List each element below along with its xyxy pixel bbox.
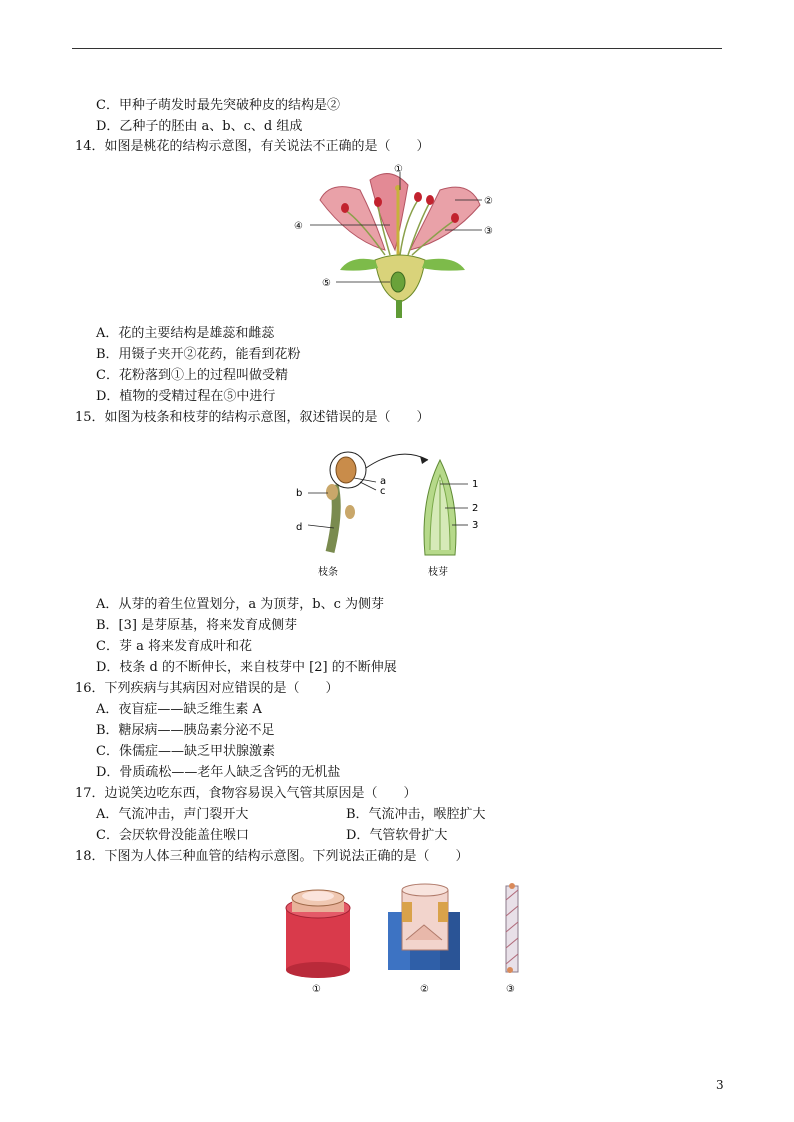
q15-option-a: A．从芽的着生位置划分，a 为顶芽，b、c 为侧芽 (96, 597, 385, 612)
q14-stem: 14．如图是桃花的结构示意图，有关说法不正确的是（ ） (75, 139, 430, 154)
q16-option-a: A．夜盲症——缺乏维生素 A (96, 702, 262, 717)
blood-vessels-figure (280, 880, 530, 995)
header-rule (72, 48, 722, 49)
page-number: 3 (716, 1078, 724, 1092)
q14-option-b: B．用镊子夹开②花药，能看到花粉 (96, 347, 301, 362)
vessel-label-2: ② (420, 984, 429, 995)
branch-and-bud-figure (290, 440, 490, 580)
branch-label-d: d (296, 522, 303, 533)
q17-stem: 17．边说笑边吃东西，食物容易误入气管其原因是（ ） (75, 786, 417, 801)
label-circle-4: ④ (294, 221, 303, 232)
branch-caption: 枝条 (318, 567, 338, 578)
q16-option-c: C．侏儒症——缺乏甲状腺激素 (96, 744, 275, 759)
branch-label-b: b (296, 488, 303, 499)
vessel-label-1: ① (312, 984, 321, 995)
q14-option-a: A．花的主要结构是雄蕊和雌蕊 (96, 326, 275, 341)
q18-stem: 18．下图为人体三种血管的结构示意图。下列说法正确的是（ ） (75, 849, 469, 864)
label-circle-5: ⑤ (322, 278, 331, 289)
branch-label-c: c (380, 486, 386, 497)
q15-option-d: D．枝条 d 的不断伸长，来自枝芽中 [2] 的不断伸展 (96, 660, 397, 675)
q16-stem: 16．下列疾病与其病因对应错误的是（ ） (75, 681, 339, 696)
q14-option-d: D．植物的受精过程在⑤中进行 (96, 389, 276, 404)
label-circle-1: ① (394, 164, 403, 175)
bud-label-2: 2 (472, 503, 479, 514)
q15-option-b: B．[3] 是芽原基，将来发育成侧芽 (96, 618, 298, 633)
branch-label-a: a (380, 476, 387, 487)
q17-option-d: D．气管软骨扩大 (346, 828, 448, 843)
q14-option-c: C．花粉落到①上的过程叫做受精 (96, 368, 288, 383)
bud-caption: 枝芽 (428, 567, 448, 578)
q17-option-b: B．气流冲击，喉腔扩大 (346, 807, 486, 822)
peach-flower-figure (290, 160, 510, 318)
q15-stem: 15．如图为枝条和枝芽的结构示意图，叙述错误的是（ ） (75, 410, 430, 425)
q15-option-c: C．芽 a 将来发育成叶和花 (96, 639, 252, 654)
q16-option-b: B．糖尿病——胰岛素分泌不足 (96, 723, 275, 738)
label-circle-3: ③ (484, 226, 493, 237)
q17-option-c: C．会厌软骨没能盖住喉口 (96, 828, 249, 843)
q13-option-c: C．甲种子萌发时最先突破种皮的结构是② (96, 98, 340, 113)
q16-option-d: D．骨质疏松——老年人缺乏含钙的无机盐 (96, 765, 341, 780)
label-circle-2: ② (484, 196, 493, 207)
q13-option-d: D．乙种子的胚由 a、b、c、d 组成 (96, 119, 303, 134)
vessel-label-3: ③ (506, 984, 515, 995)
bud-label-3: 3 (472, 520, 479, 531)
bud-label-1: 1 (472, 479, 479, 490)
q17-option-a: A．气流冲击，声门裂开大 (96, 807, 249, 822)
